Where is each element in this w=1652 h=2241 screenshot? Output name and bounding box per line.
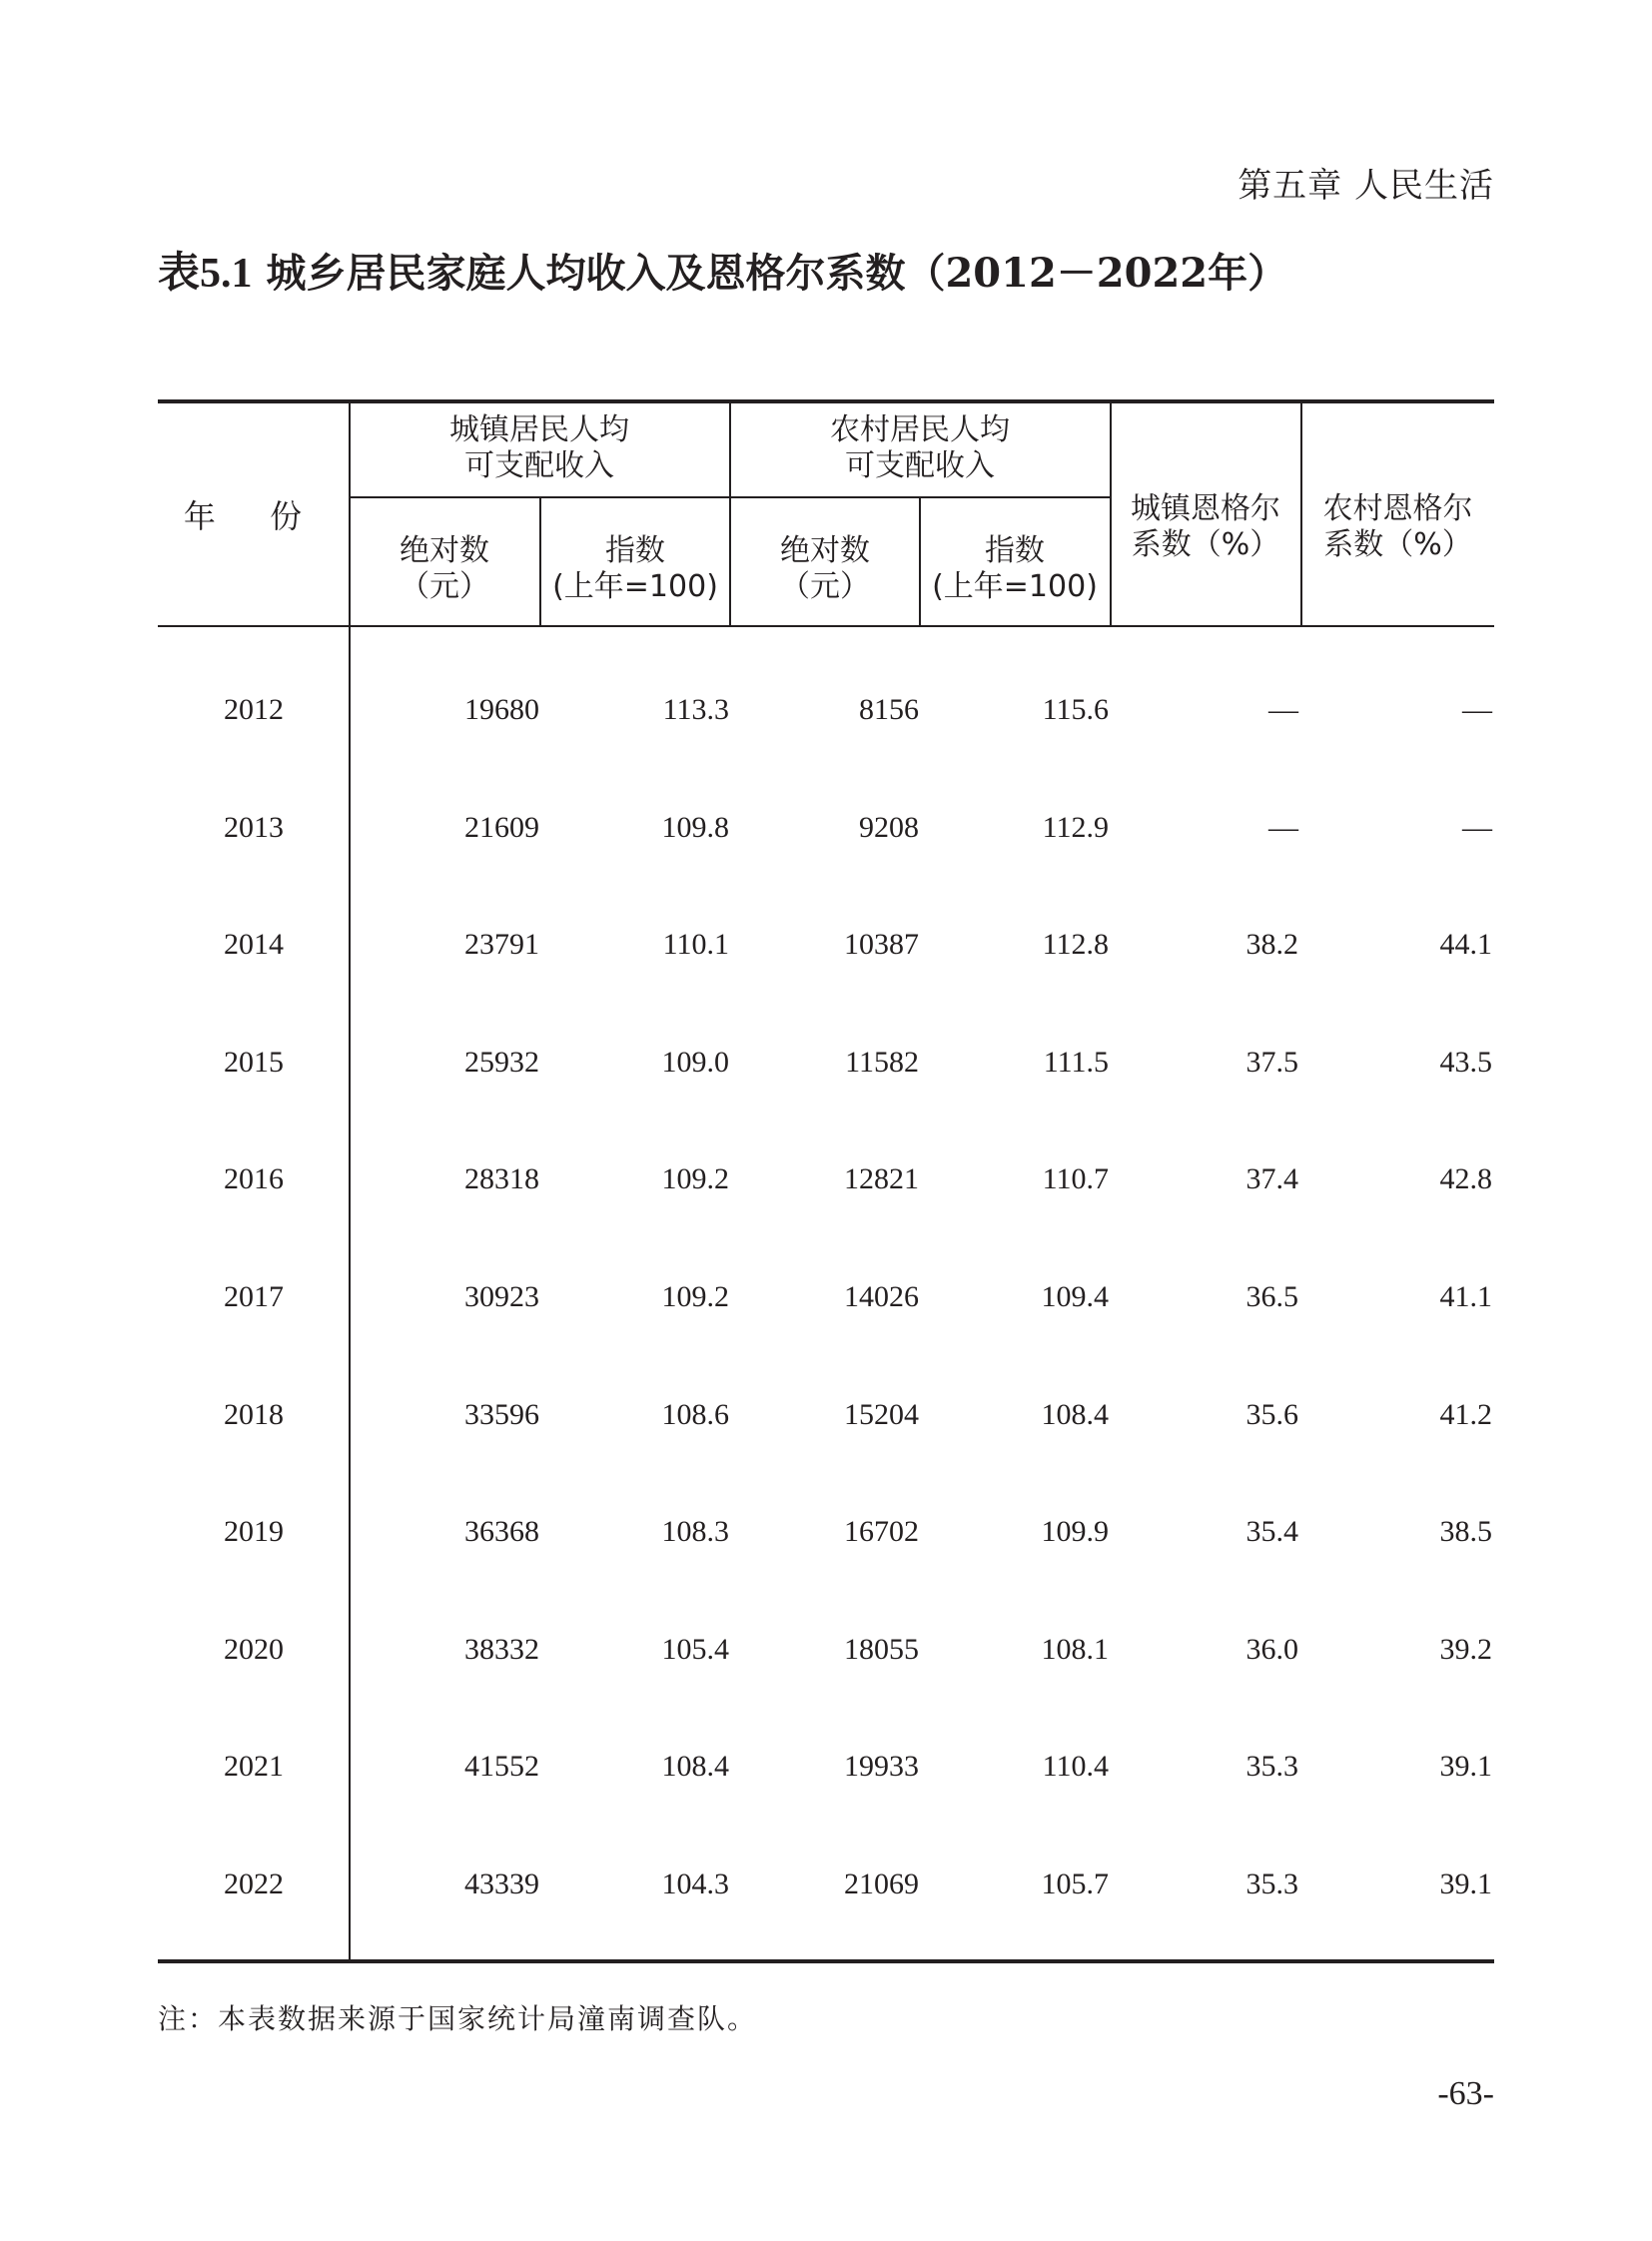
table-row <box>158 1868 1494 1907</box>
cell-urban-engel: 37.5 <box>1245 1045 1298 1079</box>
cell-rural-engel: 41.2 <box>1439 1397 1492 1431</box>
page-number: -63- <box>1437 2075 1494 2112</box>
table-top-rule <box>158 399 1494 403</box>
cell-year: 2012 <box>224 693 284 726</box>
cell-rural-idx: 111.5 <box>1043 1045 1109 1079</box>
header-urban-engel <box>1111 491 1300 563</box>
cell-urban-engel: 36.0 <box>1245 1632 1298 1666</box>
cell-rural-abs: 10387 <box>844 928 919 962</box>
table-row <box>158 1633 1494 1673</box>
header-rural-index <box>920 533 1110 605</box>
table-note: 注：本表数据来源于国家统计局潼南调查队。 <box>158 2002 758 2035</box>
header-urban-index <box>540 533 730 605</box>
cell-year: 2016 <box>224 1162 284 1196</box>
cell-rural-engel: 39.1 <box>1439 1868 1492 1900</box>
cell-rural-engel: 43.5 <box>1439 1045 1492 1079</box>
table-number: 表5.1 <box>158 251 253 297</box>
cell-rural-idx: 109.4 <box>1041 1280 1109 1313</box>
cell-rural-engel: — <box>1462 810 1492 844</box>
cell-rural-idx: 105.7 <box>1041 1868 1109 1900</box>
cell-urban-idx: 109.2 <box>661 1280 729 1313</box>
header-bottom-rule <box>158 625 1494 627</box>
cell-urban-idx: 109.2 <box>661 1162 729 1196</box>
cell-rural-idx: 108.4 <box>1041 1397 1109 1431</box>
cell-urban-idx: 110.1 <box>662 928 729 962</box>
cell-urban-abs: 38332 <box>464 1632 539 1666</box>
cell-rural-idx: 112.9 <box>1042 810 1109 844</box>
cell-rural-idx: 115.6 <box>1042 693 1109 726</box>
cell-urban-abs: 25932 <box>464 1045 539 1079</box>
cell-year: 2014 <box>224 928 284 962</box>
cell-year: 2021 <box>224 1750 284 1784</box>
header-urban-engel-line2: 系数（%） <box>1131 527 1280 562</box>
header-abs-line1: 绝对数 <box>780 533 870 568</box>
cell-rural-engel: 39.1 <box>1439 1750 1492 1784</box>
cell-urban-abs: 36368 <box>464 1515 539 1549</box>
table-row <box>158 1046 1494 1086</box>
header-year: 年 份 <box>183 497 325 535</box>
cell-urban-idx: 104.3 <box>661 1868 729 1900</box>
header-rural-income-line2: 可支配收入 <box>845 448 995 483</box>
cell-urban-abs: 23791 <box>464 928 539 962</box>
header-rural-absolute <box>730 533 920 605</box>
cell-urban-idx: 105.4 <box>661 1632 729 1666</box>
cell-urban-abs: 41552 <box>464 1750 539 1784</box>
cell-rural-idx: 110.4 <box>1042 1750 1109 1784</box>
cell-urban-abs: 30923 <box>464 1280 539 1313</box>
cell-rural-engel: 39.2 <box>1439 1632 1492 1666</box>
header-idx-line2: (上年=100) <box>932 569 1098 604</box>
cell-rural-engel: 41.1 <box>1439 1280 1492 1313</box>
cell-urban-engel: 35.3 <box>1245 1868 1298 1900</box>
cell-year: 2022 <box>224 1868 284 1900</box>
cell-year: 2017 <box>224 1280 284 1313</box>
header-idx-line1: 指数 <box>985 533 1045 568</box>
cell-urban-engel: 35.3 <box>1245 1750 1298 1784</box>
header-abs-line2: （元） <box>400 569 489 604</box>
header-urban-income-line2: 可支配收入 <box>464 448 614 483</box>
cell-urban-idx: 108.6 <box>661 1397 729 1431</box>
cell-urban-engel: 35.4 <box>1245 1515 1298 1549</box>
cell-rural-idx: 110.7 <box>1042 1162 1109 1196</box>
cell-urban-abs: 19680 <box>464 693 539 726</box>
cell-urban-abs: 28318 <box>464 1162 539 1196</box>
cell-rural-abs: 15204 <box>844 1397 919 1431</box>
header-abs-line2: （元） <box>780 569 870 604</box>
header-abs-line1: 绝对数 <box>400 533 489 568</box>
table-row <box>158 1750 1494 1790</box>
cell-urban-abs: 21609 <box>464 810 539 844</box>
cell-urban-idx: 108.3 <box>661 1515 729 1549</box>
table-row <box>158 1515 1494 1555</box>
cell-urban-idx: 108.4 <box>661 1750 729 1784</box>
cell-rural-idx: 109.9 <box>1041 1515 1109 1549</box>
cell-rural-engel: 44.1 <box>1439 928 1492 962</box>
cell-urban-engel: 35.6 <box>1245 1397 1298 1431</box>
header-rural-income-line1: 农村居民人均 <box>830 412 1010 447</box>
header-rural-income <box>730 412 1110 484</box>
cell-urban-abs: 43339 <box>464 1868 539 1900</box>
header-rural-engel-line2: 系数（%） <box>1323 527 1472 562</box>
cell-urban-engel: 36.5 <box>1245 1280 1298 1313</box>
header-urban-income <box>350 412 729 484</box>
table-row <box>158 1398 1494 1438</box>
cell-urban-engel: 38.2 <box>1245 928 1298 962</box>
table-bottom-rule <box>158 1959 1494 1963</box>
cell-rural-engel: 38.5 <box>1439 1515 1492 1549</box>
header-urban-absolute <box>350 533 539 605</box>
header-urban-engel-line1: 城镇恩格尔 <box>1131 491 1280 526</box>
cell-urban-idx: 109.0 <box>661 1045 729 1079</box>
cell-rural-abs: 14026 <box>844 1280 919 1313</box>
cell-urban-idx: 113.3 <box>662 693 729 726</box>
cell-urban-idx: 109.8 <box>661 810 729 844</box>
cell-year: 2015 <box>224 1045 284 1079</box>
cell-year: 2013 <box>224 810 284 844</box>
table-title-text: 城乡居民家庭人均收入及恩格尔系数（2012－2022年） <box>266 250 1288 297</box>
header-rural-engel-line1: 农村恩格尔 <box>1322 491 1473 526</box>
cell-urban-abs: 33596 <box>464 1397 539 1431</box>
cell-year: 2019 <box>224 1515 284 1549</box>
header-rural-engel <box>1301 491 1494 563</box>
cell-rural-abs: 11582 <box>845 1045 919 1079</box>
table-row <box>158 1280 1494 1320</box>
table-row <box>158 811 1494 851</box>
chapter-heading: 第五章 人民生活 <box>1238 166 1494 206</box>
cell-rural-engel: — <box>1462 693 1492 726</box>
table-title <box>158 240 1287 300</box>
cell-year: 2018 <box>224 1397 284 1431</box>
cell-rural-engel: 42.8 <box>1439 1162 1492 1196</box>
cell-rural-abs: 16702 <box>844 1515 919 1549</box>
cell-urban-engel: — <box>1268 693 1298 726</box>
cell-rural-idx: 108.1 <box>1041 1632 1109 1666</box>
cell-rural-abs: 19933 <box>844 1750 919 1784</box>
header-idx-line1: 指数 <box>605 533 665 568</box>
cell-rural-abs: 12821 <box>844 1162 919 1196</box>
cell-rural-abs: 8156 <box>859 693 919 726</box>
table-row <box>158 928 1494 968</box>
header-urban-income-line1: 城镇居民人均 <box>449 412 629 447</box>
cell-rural-abs: 9208 <box>859 810 919 844</box>
cell-urban-engel: 37.4 <box>1245 1162 1298 1196</box>
cell-year: 2020 <box>224 1632 284 1666</box>
cell-rural-abs: 21069 <box>844 1868 919 1900</box>
table-row <box>158 693 1494 733</box>
table-row <box>158 1162 1494 1202</box>
cell-urban-engel: — <box>1268 810 1298 844</box>
header-idx-line2: (上年=100) <box>552 569 718 604</box>
cell-rural-idx: 112.8 <box>1042 928 1109 962</box>
cell-rural-abs: 18055 <box>844 1632 919 1666</box>
